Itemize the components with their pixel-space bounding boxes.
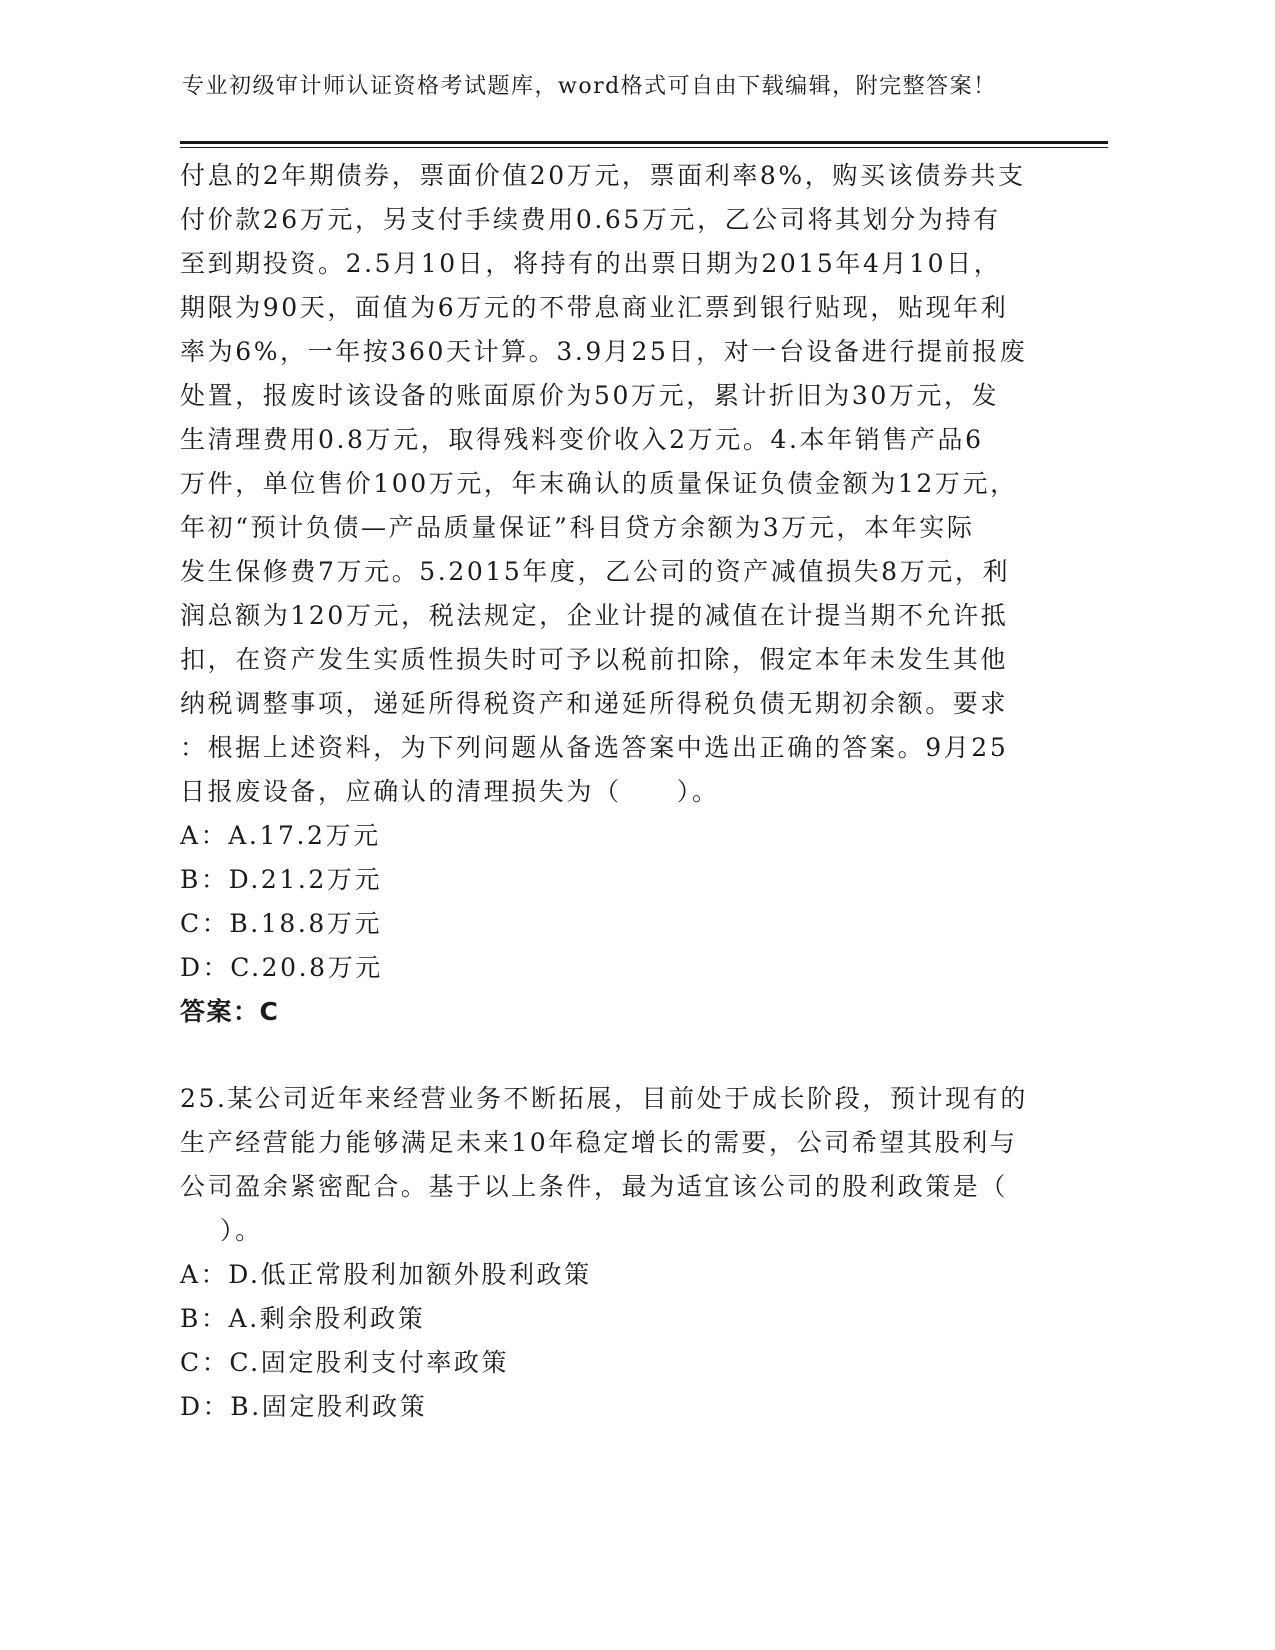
question-line: 发生保修费7万元。5.2015年度，乙公司的资产减值损失8万元，利 — [180, 557, 1011, 586]
question-25-option-b: B：A.剩余股利政策 — [180, 1304, 426, 1333]
question-line: 扣，在资产发生实质性损失时可予以税前扣除，假定本年未发生其他 — [180, 645, 1009, 674]
question-24-option-a: A：A.17.2万元 — [180, 821, 381, 850]
question-24-option-d: D：C.20.8万元 — [180, 953, 383, 982]
spacer — [180, 1034, 1100, 1077]
question-line: 25.某公司近年来经营业务不断拓展，目前处于成长阶段，预计现有的 — [180, 1084, 1028, 1113]
question-line: 处置，报废时该设备的账面原价为50万元，累计折旧为30万元，发 — [180, 381, 1000, 410]
question-line: ）。 — [220, 1216, 263, 1245]
question-24-option-b: B：D.21.2万元 — [180, 865, 383, 894]
question-line: 率为6%，一年按360天计算。3.9月25日，对一台设备进行提前报废 — [180, 337, 1028, 366]
header-rule-thick — [180, 141, 1108, 144]
question-line: 万件，单位售价100万元，年末确认的质量保证负债金额为12万元， — [180, 469, 1018, 498]
document-body — [180, 154, 1100, 1429]
question-24-answer: 答案：C — [180, 997, 280, 1026]
question-line: 公司盈余紧密配合。基于以上条件，最为适宜该公司的股利政策是（ — [180, 1172, 1009, 1201]
question-24-text — [180, 154, 1100, 814]
header-rule-thin — [180, 147, 1108, 148]
question-line: 日报废设备，应确认的清理损失为（ ）。 — [180, 777, 720, 806]
question-line: 年初“预计负债—产品质量保证”科目贷方余额为3万元，本年实际 — [180, 513, 975, 542]
question-25-option-a: A：D.低正常股利加额外股利政策 — [180, 1260, 592, 1289]
question-line: 纳税调整事项，递延所得税资产和递延所得税负债无期初余额。要求 — [180, 689, 1009, 718]
question-25-text — [180, 1077, 1100, 1253]
question-line: 生清理费用0.8万元，取得残料变价收入2万元。4.本年销售产品6 — [180, 425, 984, 454]
question-line: 期限为90天，面值为6万元的不带息商业汇票到银行贴现，贴现年利 — [180, 293, 1009, 322]
question-line: ：根据上述资料，为下列问题从备选答案中选出正确的答案。9月25 — [180, 733, 1009, 762]
question-25-option-c: C：C.固定股利支付率政策 — [180, 1348, 510, 1377]
question-line: 付价款26万元，另支付手续费用0.65万元，乙公司将其划分为持有 — [180, 205, 1001, 234]
question-line: 润总额为120万元，税法规定，企业计提的减值在计提当期不允许抵 — [180, 601, 1009, 630]
question-25-option-d: D：B.固定股利政策 — [180, 1392, 428, 1421]
question-line: 付息的2年期债券，票面价值20万元，票面利率8%，购买该债券共支 — [180, 161, 1026, 190]
question-line: 生产经营能力能够满足未来10年稳定增长的需要，公司希望其股利与 — [180, 1128, 1018, 1157]
question-24-option-c: C：B.18.8万元 — [180, 909, 383, 938]
page-header: 专业初级审计师认证资格考试题库，word格式可自由下载编辑，附完整答案！ — [182, 74, 997, 99]
question-line: 至到期投资。2.5月10日，将持有的出票日期为2015年4月10日， — [180, 249, 1002, 278]
